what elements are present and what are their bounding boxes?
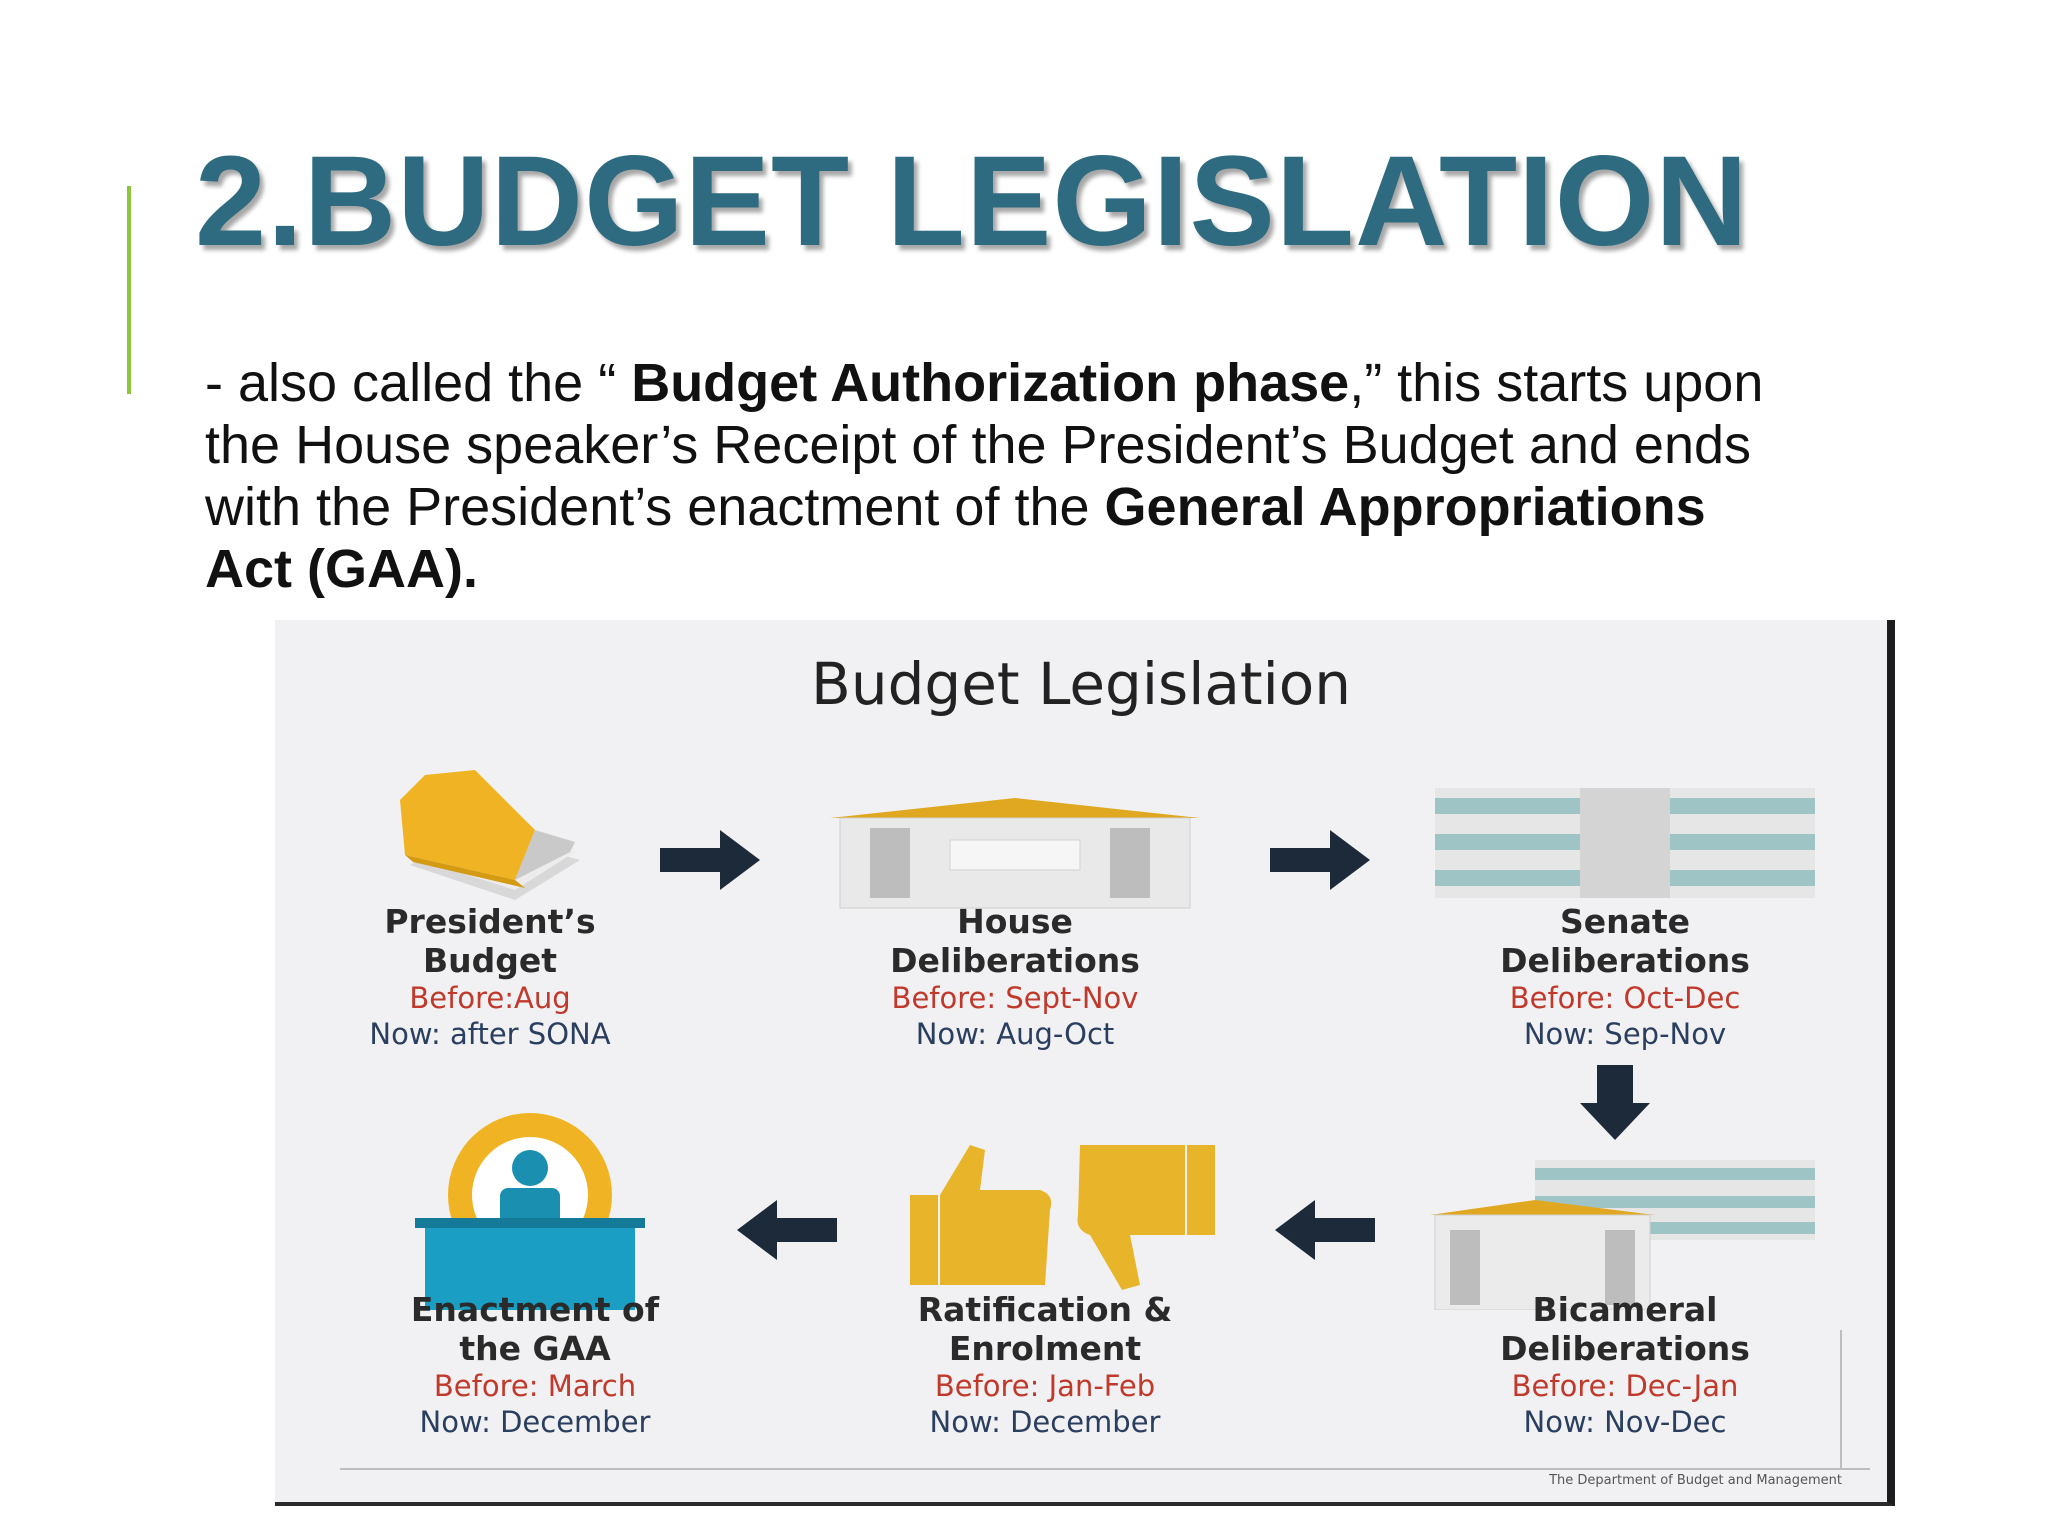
diagram-credit: The Department of Budget and Management [1549, 1473, 1842, 1488]
arrow-left-icon [1275, 1200, 1375, 1260]
stage-name: Bicameral [1532, 1290, 1718, 1329]
intro-text-1: - also called the “ [205, 353, 632, 413]
stage-name: Enrolment [948, 1329, 1142, 1368]
stage-name: Deliberations [1500, 1329, 1750, 1368]
stage-name: Ratification & [917, 1290, 1173, 1329]
bicameral-building-icon [1425, 1160, 1820, 1310]
divider-line [1840, 1330, 1842, 1470]
intro-bold-2: General Appropriations Act (GAA). [205, 477, 1706, 599]
stage-ratification-enrolment [865, 1290, 1225, 1440]
stage-before: Before: Oct-Dec [1509, 981, 1741, 1015]
stage-before: Before: Sept-Nov [891, 981, 1139, 1015]
stage-name: Deliberations [1500, 941, 1750, 980]
house-building-icon [830, 790, 1200, 910]
stage-enactment-gaa [355, 1290, 715, 1440]
stage-name: the GAA [459, 1329, 611, 1368]
presidential-seal-icon [405, 1110, 665, 1310]
senate-building-icon [1435, 788, 1815, 898]
budget-legislation-diagram [275, 620, 1895, 1506]
stage-name: Deliberations [890, 941, 1140, 980]
thumbs-up-down-icon [900, 1135, 1230, 1295]
stage-senate-deliberations [1445, 902, 1805, 1052]
stage-before: Before: Jan-Feb [934, 1369, 1156, 1403]
stage-bicameral-deliberations [1445, 1290, 1805, 1440]
stage-house-deliberations [835, 902, 1195, 1052]
arrow-left-icon [737, 1200, 837, 1260]
intro-paragraph [205, 352, 1765, 600]
stage-now: Now: December [419, 1405, 651, 1439]
stage-now: Now: Sep-Nov [1523, 1017, 1727, 1051]
intro-text-2: ,” this starts upon the House speaker’s Receipt of the President’s Budget and ends with the President’s enactment of the [205, 353, 1764, 537]
stage-name: Budget [422, 941, 558, 980]
stage-name: Senate [1559, 902, 1691, 941]
slide-title: 2.BUDGET LEGISLATION [195, 130, 1749, 273]
stage-name: Enactment of [410, 1290, 660, 1329]
stage-now: Now: Nov-Dec [1523, 1405, 1727, 1439]
stage-now: Now: after SONA [369, 1017, 611, 1051]
stage-name: President’s [384, 902, 596, 941]
divider-line [340, 1468, 1870, 1470]
stage-before: Before: March [433, 1369, 637, 1403]
accent-bar [127, 186, 131, 394]
diagram-title: Budget Legislation [811, 650, 1351, 718]
book-icon [365, 760, 595, 910]
stage-before: Before: Dec-Jan [1511, 1369, 1739, 1403]
stage-now: Now: Aug-Oct [915, 1017, 1115, 1051]
arrow-right-icon [660, 830, 760, 890]
intro-bold-1: Budget Authorization phase [631, 353, 1350, 413]
stage-now: Now: December [929, 1405, 1161, 1439]
arrow-down-icon [1580, 1065, 1650, 1140]
stage-name: House [957, 902, 1073, 941]
stage-before: Before:Aug [409, 981, 571, 1015]
stage-presidents-budget [310, 902, 670, 1052]
arrow-right-icon [1270, 830, 1370, 890]
